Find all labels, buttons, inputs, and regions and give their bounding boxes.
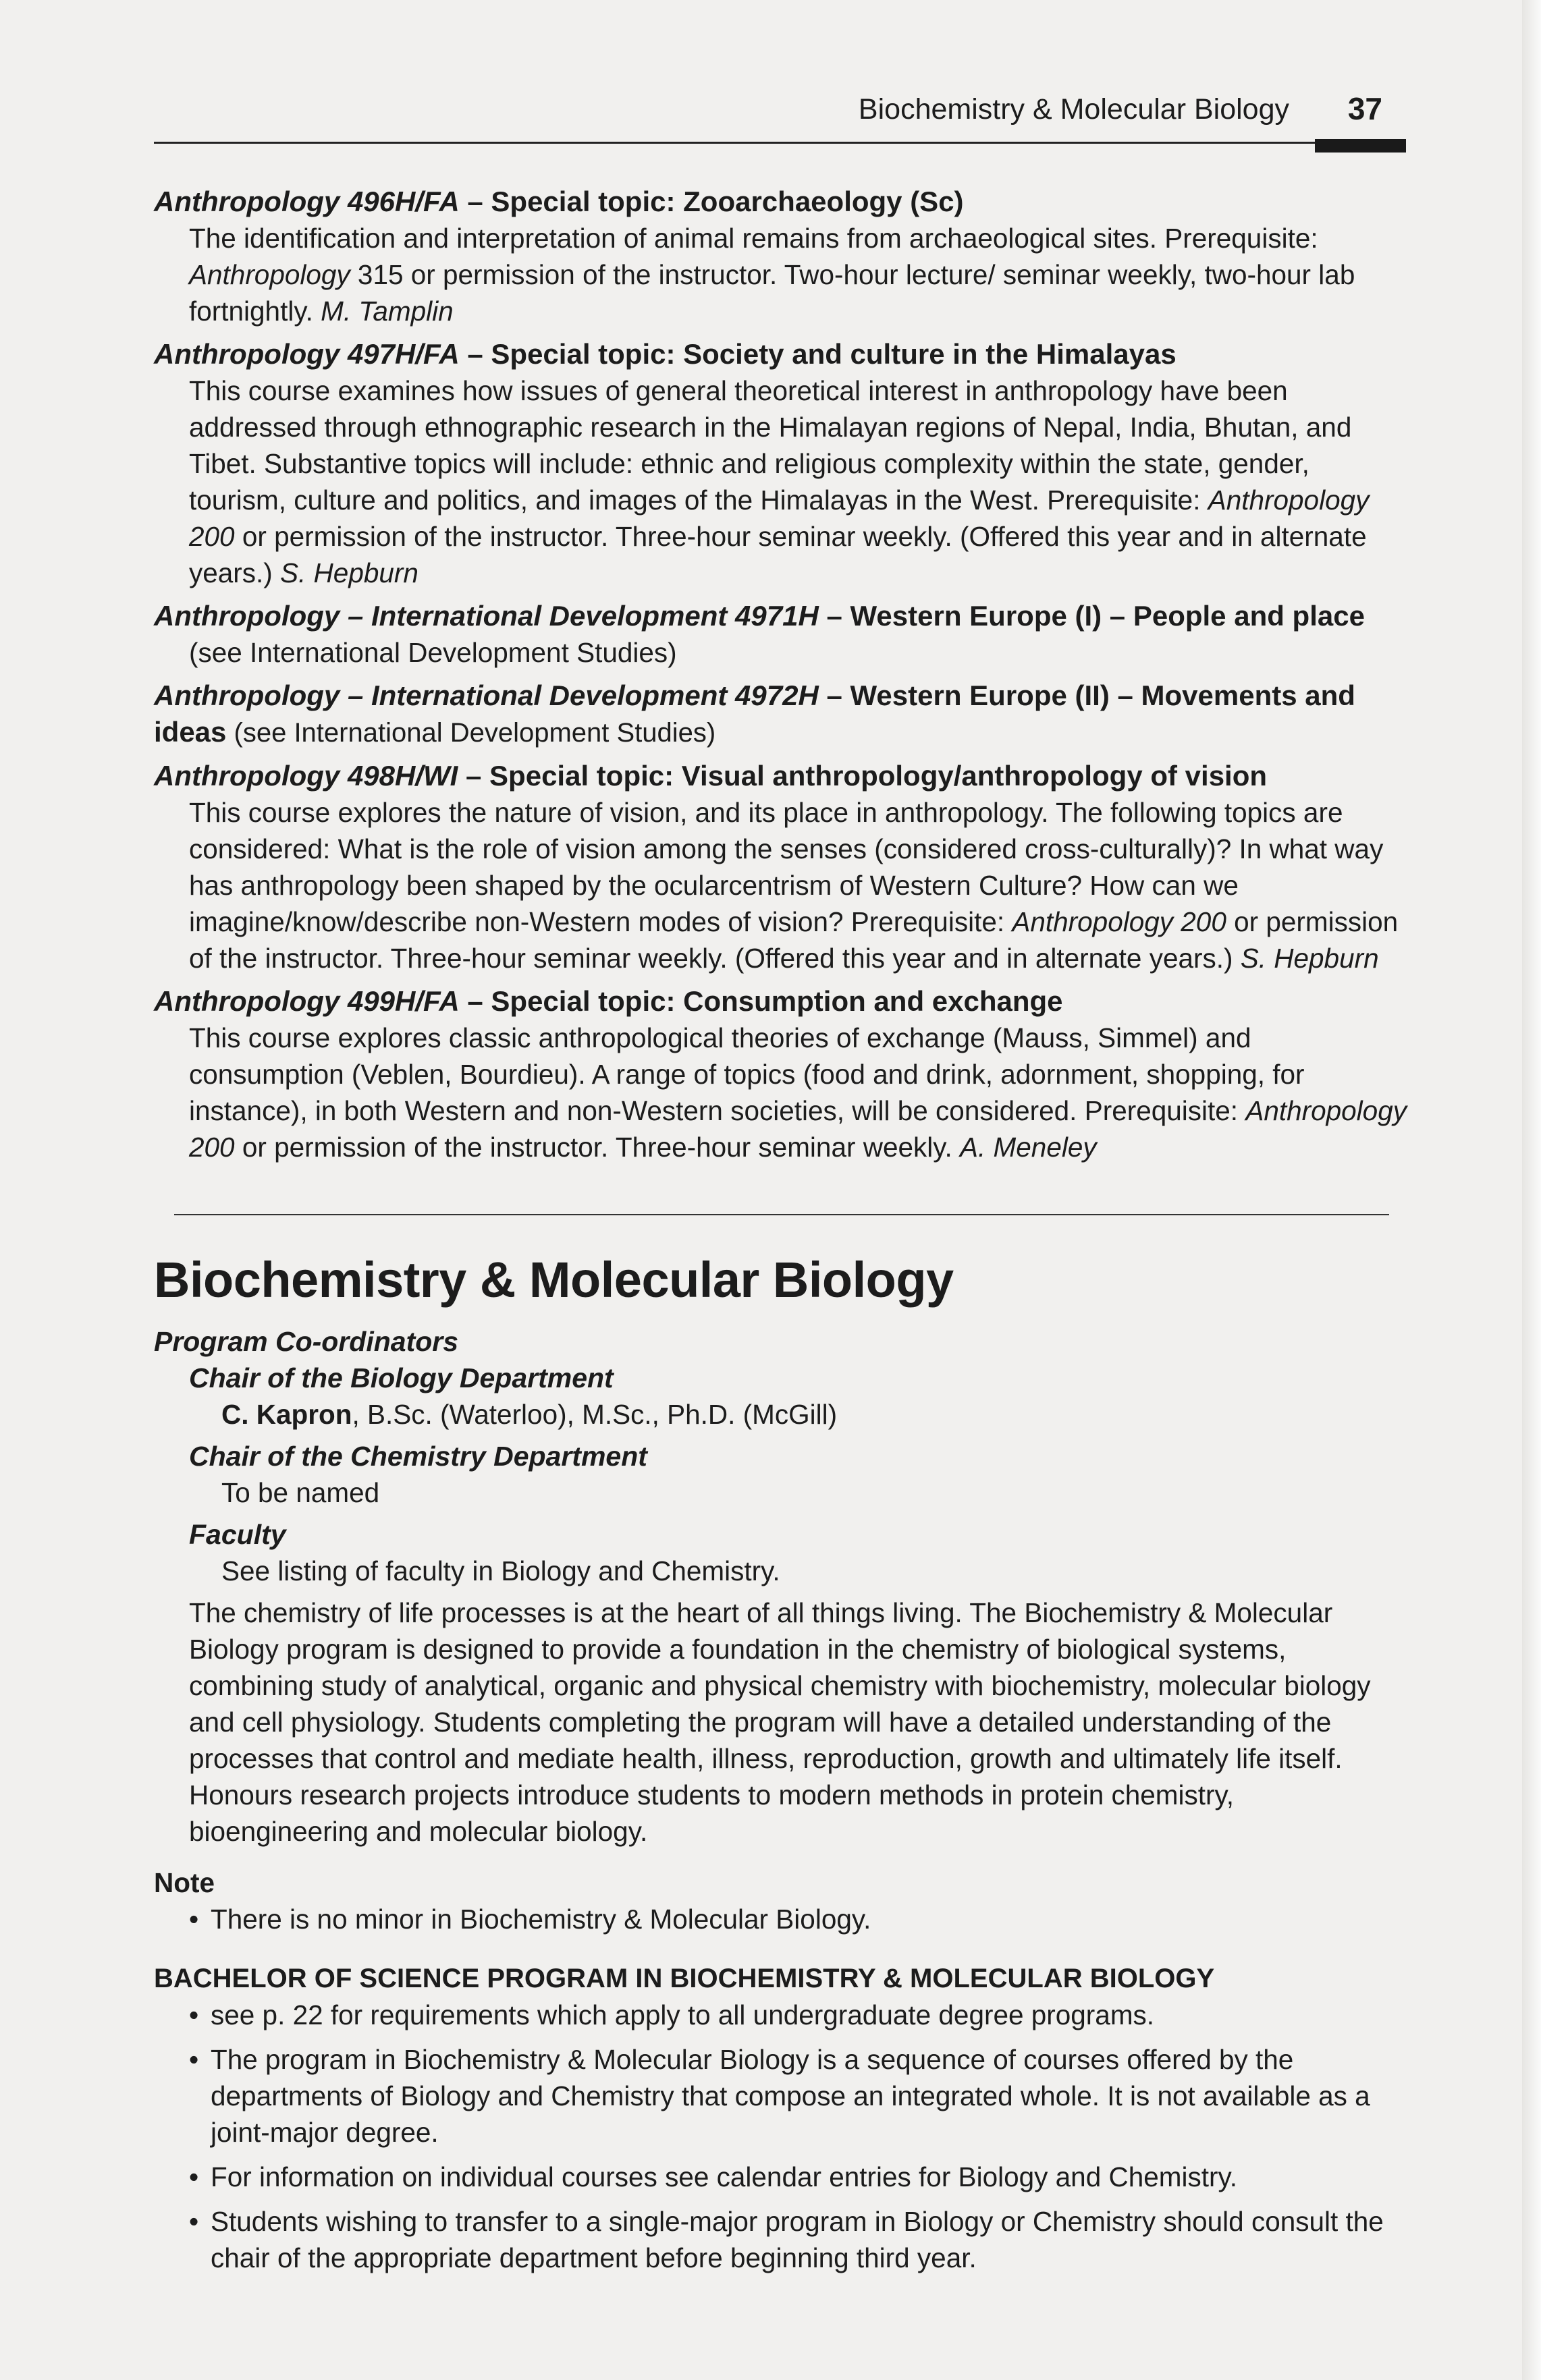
course-description — [154, 372, 1409, 591]
instructor: A. Meneley — [960, 1132, 1097, 1163]
note-label: Note — [154, 1867, 215, 1898]
page-content — [154, 184, 1409, 2276]
course-description — [154, 220, 1409, 329]
instructor: S. Hepburn — [1240, 943, 1379, 974]
program-item — [154, 2159, 1409, 2195]
description-text: or permission of the instructor. Three-hour seminar weekly. (Offered this year and in alternate years.) — [189, 906, 1399, 974]
program-description: The chemistry of life processes is at the heart of all things living. The Biochemistry & Molecular Biology program is designed to provide a foundation in the chemistry of biological systems, combining study of analytical, organic and physical chemistry with biochemistry, molecular biology and cell physiology. Students completing the program will have a detailed understanding of the processes that control and mediate health, illness, reproduction, growth and ultimately life itself. Honours research projects introduce students to modern methods in protein chemistry, bioengineering and molecular biology. — [189, 1597, 1371, 1847]
course-heading — [154, 336, 1409, 372]
program-item-text: see p. 22 for requirements which apply to all undergraduate degree programs. — [211, 1999, 1155, 2030]
prerequisite-course: Anthropology 200 — [189, 485, 1370, 552]
page-number: 37 — [1347, 91, 1382, 126]
bullet: • — [189, 1999, 199, 2030]
program-item-text: The program in Biochemistry & Molecular Biology is a sequence of courses offered by the departments of Biology and Chemistry that compose an integrated whole. It is not available as a joint-major degree. — [211, 2044, 1370, 2148]
running-title: Biochemistry & Molecular Biology — [858, 93, 1289, 126]
course-see-reference: (see International Development Studies) — [226, 718, 716, 748]
course-dash: – — [459, 985, 491, 1017]
program-heading: BACHELOR OF SCIENCE PROGRAM IN BIOCHEMISTRY & MOLECULAR BIOLOGY — [154, 1964, 1215, 1993]
faculty-label: Faculty — [189, 1519, 286, 1550]
course-heading — [154, 983, 1409, 1020]
chair-biology-entry — [154, 1396, 1409, 1433]
course-title: Western Europe (II) – Movements and ideas — [154, 680, 1355, 748]
course-title: Western Europe (I) – People and place — [850, 600, 1365, 632]
chair-chemistry-name: To be named — [221, 1477, 380, 1508]
course-dash: – — [459, 338, 491, 370]
description-text: or permission of the instructor. Three-hour seminar weekly. — [234, 1132, 961, 1163]
instructor: M. Tamplin — [321, 296, 454, 327]
program-item-text: For information on individual courses see calendar entries for Biology and Chemistry. — [211, 2161, 1237, 2192]
course-code: Anthropology – International Development 4972H — [154, 680, 819, 711]
section-divider — [174, 1214, 1389, 1215]
note-text: There is no minor in Biochemistry & Molecular Biology. — [211, 1904, 871, 1935]
section-title: Biochemistry & Molecular Biology — [154, 1252, 954, 1308]
description-text: or permission of the instructor. Three-hour seminar weekly. (Offered this year and in alternate years.) — [189, 521, 1367, 588]
note-item — [154, 1901, 1409, 1937]
description-text: This course explores the nature of vision, and its place in anthropology. The following topics are considered: What is the role of vision among the senses (considered cross-culturally)? In what way has anthropology been shaped by the ocularcentrism of Western Culture? How can we imagine/know/describe non-Western modes of vision? Prerequisite: — [189, 797, 1384, 937]
course-code: Anthropology 497H/FA — [154, 338, 460, 370]
program-item — [154, 2041, 1409, 2151]
bullet: • — [189, 1904, 199, 1935]
bullet: • — [189, 2044, 199, 2075]
page-edge — [1522, 0, 1541, 2380]
coordinators-label: Program Co-ordinators — [154, 1326, 459, 1357]
course-code: Anthropology 499H/FA — [154, 985, 460, 1017]
program-item-text: Students wishing to transfer to a single-major program in Biology or Chemistry should consult the chair of the appropriate department before beginning third year. — [211, 2206, 1384, 2273]
program-item — [154, 2203, 1409, 2276]
course-entry — [154, 758, 1409, 976]
course-title: Special topic: Consumption and exchange — [491, 985, 1063, 1017]
course-dash: – — [818, 600, 850, 632]
program-item — [154, 1997, 1409, 2033]
running-header — [154, 81, 1411, 142]
course-dash: – — [458, 760, 490, 792]
course-entry — [154, 677, 1409, 751]
prerequisite-course: Anthropology — [189, 259, 350, 290]
course-description — [154, 1020, 1409, 1165]
course-entry — [154, 184, 1409, 329]
course-code: Anthropology – International Development 4971H — [154, 600, 819, 632]
course-code: Anthropology 498H/WI — [154, 760, 458, 792]
course-see-reference: (see International Development Studies) — [189, 637, 677, 668]
course-heading — [154, 598, 1409, 634]
chair-biology-name: C. Kapron — [221, 1399, 352, 1430]
course-heading — [154, 758, 1409, 794]
course-entry — [154, 598, 1409, 671]
course-code: Anthropology 496H/FA — [154, 186, 460, 217]
chair-biology-credentials: , B.Sc. (Waterloo), M.Sc., Ph.D. (McGill) — [352, 1399, 838, 1430]
bullet: • — [189, 2161, 199, 2192]
prerequisite-course: Anthropology 200 — [1012, 906, 1226, 937]
description-text: This course examines how issues of general theoretical interest in anthropology have been addressed through ethnographic research in the Himalayan regions of Nepal, India, Bhutan, and Tibet. Substantive topics will include: ethnic and religious complexity within the state, gender, tourism, culture and politics, and images of the Himalayas in the West. Prerequisite: — [189, 375, 1352, 516]
course-entry — [154, 336, 1409, 591]
faculty-text: See listing of faculty in Biology and Chemistry. — [221, 1555, 780, 1586]
prerequisite-course: Anthropology 200 — [189, 1095, 1407, 1163]
course-title: Special topic: Zooarchaeology (Sc) — [491, 186, 964, 217]
header-tab-marker — [1315, 139, 1406, 153]
course-title: Special topic: Society and culture in the Himalayas — [491, 338, 1177, 370]
course-heading — [154, 677, 1409, 751]
course-description — [154, 794, 1409, 976]
course-dash: – — [459, 186, 491, 217]
description-text: The identification and interpretation of animal remains from archaeological sites. Prerequisite: — [189, 223, 1318, 254]
course-entry — [154, 983, 1409, 1165]
description-text: This course explores classic anthropological theories of exchange (Mauss, Simmel) and consumption (Veblen, Bourdieu). A range of topics (food and drink, adornment, shopping, for instance), in both Western and non-Western societies, will be considered. Prerequisite: — [189, 1022, 1305, 1126]
chair-chemistry-label: Chair of the Chemistry Department — [189, 1441, 647, 1472]
chair-biology-label: Chair of the Biology Department — [189, 1362, 614, 1393]
bullet: • — [189, 2206, 199, 2237]
course-title: Special topic: Visual anthropology/anthropology of vision — [489, 760, 1268, 792]
instructor: S. Hepburn — [280, 557, 418, 588]
course-heading — [154, 184, 1409, 220]
course-dash: – — [818, 680, 850, 711]
header-rule — [154, 142, 1406, 144]
description-text: 315 or permission of the instructor. Two-hour lecture/ seminar weekly, two-hour lab fortnightly. — [189, 259, 1355, 327]
